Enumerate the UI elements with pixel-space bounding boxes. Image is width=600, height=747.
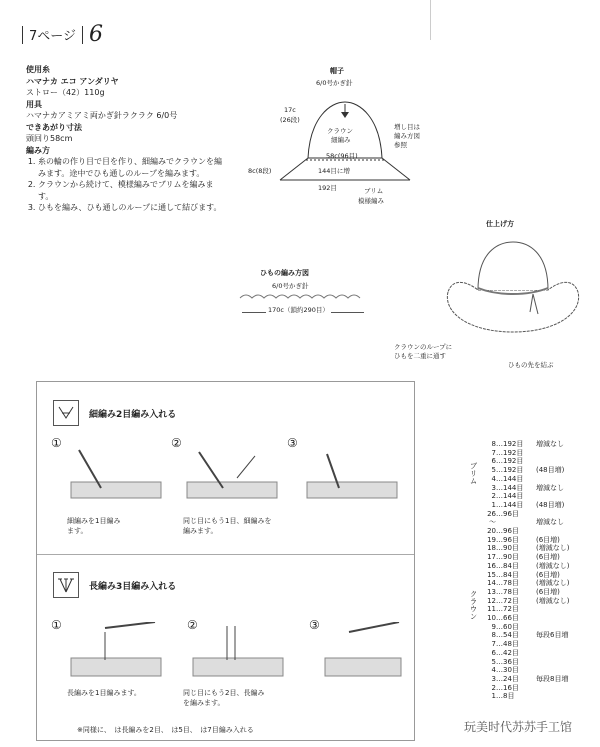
row-note: (48目増) (536, 466, 565, 475)
crown-height: 17c (284, 106, 296, 114)
caption-line: 同じ目にもう1目、細編みを (183, 517, 272, 525)
increase-to: 144目に増 (318, 167, 350, 175)
row-note: (6目増) (536, 570, 560, 579)
page-number: 6 (89, 22, 104, 47)
increase-note: 参照 (394, 141, 407, 149)
cord-length: 170c（鎖約290目） (268, 306, 329, 314)
step-number: ① (51, 436, 62, 450)
crown-label: クラウン (327, 127, 353, 135)
row-note: (増減なし) (536, 596, 570, 605)
crown-section-label: クラウン (469, 590, 478, 620)
stitch-count: …54目 (496, 631, 519, 640)
brim-section-label: ブリム (469, 462, 478, 485)
circumference: 58c(96目) (326, 152, 358, 160)
stitch-count: …144目 (496, 492, 524, 501)
stitch-count (496, 518, 536, 527)
stitch-count: …24目 (496, 674, 519, 683)
sc-step2-illustration (177, 448, 287, 508)
chart-row (480, 553, 569, 562)
caption-line: 長編みを1目編みます。 (67, 689, 141, 697)
step-caption (183, 688, 264, 708)
brim-stitches: 192目 (318, 184, 337, 192)
step-number: ③ (309, 618, 320, 632)
caption-line: 細編みを1目編み (67, 517, 121, 525)
stitch-count: …16目 (496, 683, 519, 692)
row-number: 1 (491, 692, 496, 701)
row-number: 〜 (489, 518, 496, 527)
chart-row (480, 492, 569, 501)
hat-title: 帽子 (330, 67, 344, 75)
row-number: 17 (487, 553, 496, 562)
yarn-name: ハマナカ エコ アンダリヤ (26, 76, 119, 86)
stitch-count: …144目 (496, 483, 524, 492)
tools-detail: ハマナカアミアミ両かぎ針ラクラク 6/0号 (26, 111, 178, 120)
chart-row (480, 562, 569, 571)
chart-row (480, 675, 569, 684)
row-number: 9 (491, 622, 496, 631)
chart-row (480, 501, 569, 510)
stitch-count: …144目 (496, 500, 524, 509)
hat-hook: 6/0号かぎ針 (316, 79, 353, 87)
stitch-count: …192目 (496, 448, 524, 457)
dc-step1-illustration (65, 622, 175, 682)
chart-row (480, 475, 569, 484)
section-divider (37, 554, 414, 555)
technique2-title: 長編み3目編み入れる (89, 581, 177, 592)
finishing-note-left: ひもを二重に通す (394, 352, 446, 360)
stitch-count: …96目 (496, 509, 519, 518)
chart-row (480, 597, 569, 606)
method-step: 2. クラウンから続けて、模様編みでブリムを編みます。 (38, 179, 226, 202)
size-detail: 頭回り58cm (26, 134, 73, 143)
step-caption (183, 516, 271, 536)
finishing-title: 仕上げ方 (486, 220, 514, 228)
caption-line: 同じ目にもう2目、長編み (183, 689, 265, 697)
chart-row (480, 571, 569, 580)
dc-increase-icon (53, 572, 79, 598)
chart-row (480, 614, 569, 623)
row-number: 5 (491, 466, 496, 475)
stitch-count: …90目 (496, 544, 519, 553)
crown-rows: (26段) (280, 116, 300, 124)
stitch-count: …96目 (496, 527, 519, 536)
increase-note: 増し目は (394, 123, 420, 131)
method-step: 1. 糸の輪の作り目で目を作り、細編みでクラウンを編みます。途中でひも通しのループを編みます。 (38, 156, 226, 179)
stitch-count: …192目 (496, 440, 524, 448)
row-number: 6 (491, 648, 496, 657)
stitch-count: …144目 (496, 474, 524, 483)
cord-title: ひもの編み方図 (260, 269, 309, 277)
row-number: 18 (487, 544, 496, 553)
chart-row (480, 658, 569, 667)
increase-note: 編み方図 (394, 132, 420, 140)
finishing-note-right: ひもの先を結ぶ (508, 361, 554, 369)
stitch-count: …72目 (496, 605, 519, 614)
row-number: 26 (487, 509, 496, 518)
chart-row (480, 484, 569, 493)
divider (22, 26, 23, 44)
stitch-count: …84目 (496, 570, 519, 579)
watermark: 玩美时代苏苏手工馆 (463, 720, 572, 734)
chart-row (480, 666, 569, 675)
chart-row (480, 579, 569, 588)
materials-block (26, 64, 226, 214)
technique1-title: 細編み2目編み入れる (89, 409, 177, 420)
row-note: 増減なし (536, 440, 564, 448)
caption-line: 編みます。 (183, 527, 218, 535)
stitch-count: …90目 (496, 553, 519, 562)
chart-row (480, 649, 569, 658)
chart-row (480, 518, 569, 527)
row-number: 3 (491, 483, 496, 492)
row-number: 10 (487, 614, 496, 623)
technique-box (36, 381, 415, 741)
chart-row (480, 631, 569, 640)
chart-row (480, 684, 569, 693)
row-number: 13 (487, 587, 496, 596)
row-number: 15 (487, 570, 496, 579)
row-number: 4 (491, 474, 496, 483)
row-number: 2 (491, 492, 496, 501)
technique2-header (53, 572, 176, 598)
page-label: 7ページ (29, 29, 77, 44)
chart-row (480, 588, 569, 597)
method-heading: 編み方 (26, 145, 50, 155)
row-note: (増減なし) (536, 544, 570, 553)
row-number: 6 (491, 457, 496, 466)
sc-step1-illustration (61, 448, 171, 508)
stitch-count: …42目 (496, 648, 519, 657)
row-number: 4 (491, 666, 496, 675)
stitch-count-chart (480, 440, 569, 701)
row-number: 11 (487, 605, 496, 614)
row-number: 2 (491, 683, 496, 692)
chart-row (480, 449, 569, 458)
page-edge-line (430, 0, 431, 40)
stitch-count: …84目 (496, 561, 519, 570)
divider (82, 26, 83, 44)
stitch-count: …78目 (496, 579, 519, 588)
stitch-count: …48目 (496, 640, 519, 649)
stitch-count: …8目 (496, 692, 515, 701)
finished-hat-illustration (438, 232, 588, 342)
row-note: (増減なし) (536, 579, 570, 588)
method-step: 3. ひもを編み、ひも通しのループに通して結びます。 (38, 202, 226, 214)
row-note: (6目増) (536, 535, 560, 544)
row-number: 3 (491, 674, 496, 683)
yarn-heading: 使用糸 (26, 65, 50, 74)
step-caption (67, 688, 141, 698)
row-number: 8 (491, 631, 496, 640)
step-number: ① (51, 618, 62, 632)
stitch-count: …66目 (496, 614, 519, 623)
caption-line: ます。 (67, 527, 88, 535)
crown-stitch: 細編み (331, 136, 351, 144)
technique1-header (53, 400, 176, 426)
row-note: 増減なし (536, 518, 564, 527)
chart-row (480, 457, 569, 466)
row-note: (6目増) (536, 587, 560, 596)
yarn-detail: ストロー（42）110g (26, 88, 105, 97)
step-number: ② (187, 618, 198, 632)
caption-line: を編みます。 (183, 699, 225, 707)
row-note: (増減なし) (536, 561, 570, 570)
brim-label: ブリム (364, 187, 384, 195)
row-number: 8 (491, 440, 496, 448)
dc-step3-illustration (319, 622, 409, 682)
chart-row (480, 466, 569, 475)
brim-pattern: 模様編み (358, 197, 384, 205)
method-steps (26, 156, 226, 214)
sc-increase-icon (53, 400, 79, 426)
stitch-count: …30目 (496, 666, 519, 675)
chart-row (480, 692, 569, 701)
row-number: 5 (491, 657, 496, 666)
row-number: 1 (491, 500, 496, 509)
row-number: 14 (487, 579, 496, 588)
brim-height: 8c(8段) (248, 167, 272, 175)
stitch-count: …96目 (496, 535, 519, 544)
cord-chain (238, 291, 368, 305)
dc-step2-illustration (187, 622, 297, 682)
stitch-count: …192目 (496, 457, 524, 466)
chart-row (480, 605, 569, 614)
tools-heading: 用具 (26, 99, 42, 109)
finishing-note-left: クラウンのループに (394, 343, 453, 351)
row-note: (6目増) (536, 553, 560, 562)
size-heading: できあがり寸法 (26, 122, 82, 132)
step-number: ③ (287, 436, 298, 450)
row-note: 毎段8目増 (536, 674, 569, 683)
chart-row (480, 544, 569, 553)
row-number: 16 (487, 561, 496, 570)
chart-row (480, 640, 569, 649)
stitch-count: …78目 (496, 587, 519, 596)
row-number: 20 (487, 527, 496, 536)
row-number: 19 (487, 535, 496, 544)
stitch-count: …36目 (496, 657, 519, 666)
chart-row (480, 527, 569, 536)
step-number: ② (171, 436, 182, 450)
row-number: 7 (491, 448, 496, 457)
technique-footnote: ※同様に、 は長編みを2目、 は5目、 は7目編み入れる (77, 726, 254, 734)
step-caption (67, 516, 120, 536)
stitch-count: …192目 (496, 466, 524, 475)
row-number: 12 (487, 596, 496, 605)
sc-step3-illustration (297, 448, 407, 508)
chart-row (480, 440, 569, 449)
page-header (22, 22, 103, 47)
cord-hook: 6/0号かぎ針 (272, 282, 309, 290)
row-note: 増減なし (536, 483, 564, 492)
stitch-count: …72目 (496, 596, 519, 605)
row-number: 7 (491, 640, 496, 649)
stitch-count: …60目 (496, 622, 519, 631)
row-note: (48目増) (536, 500, 565, 509)
hat-diagram (250, 88, 440, 208)
row-note: 毎段6目増 (536, 631, 569, 640)
